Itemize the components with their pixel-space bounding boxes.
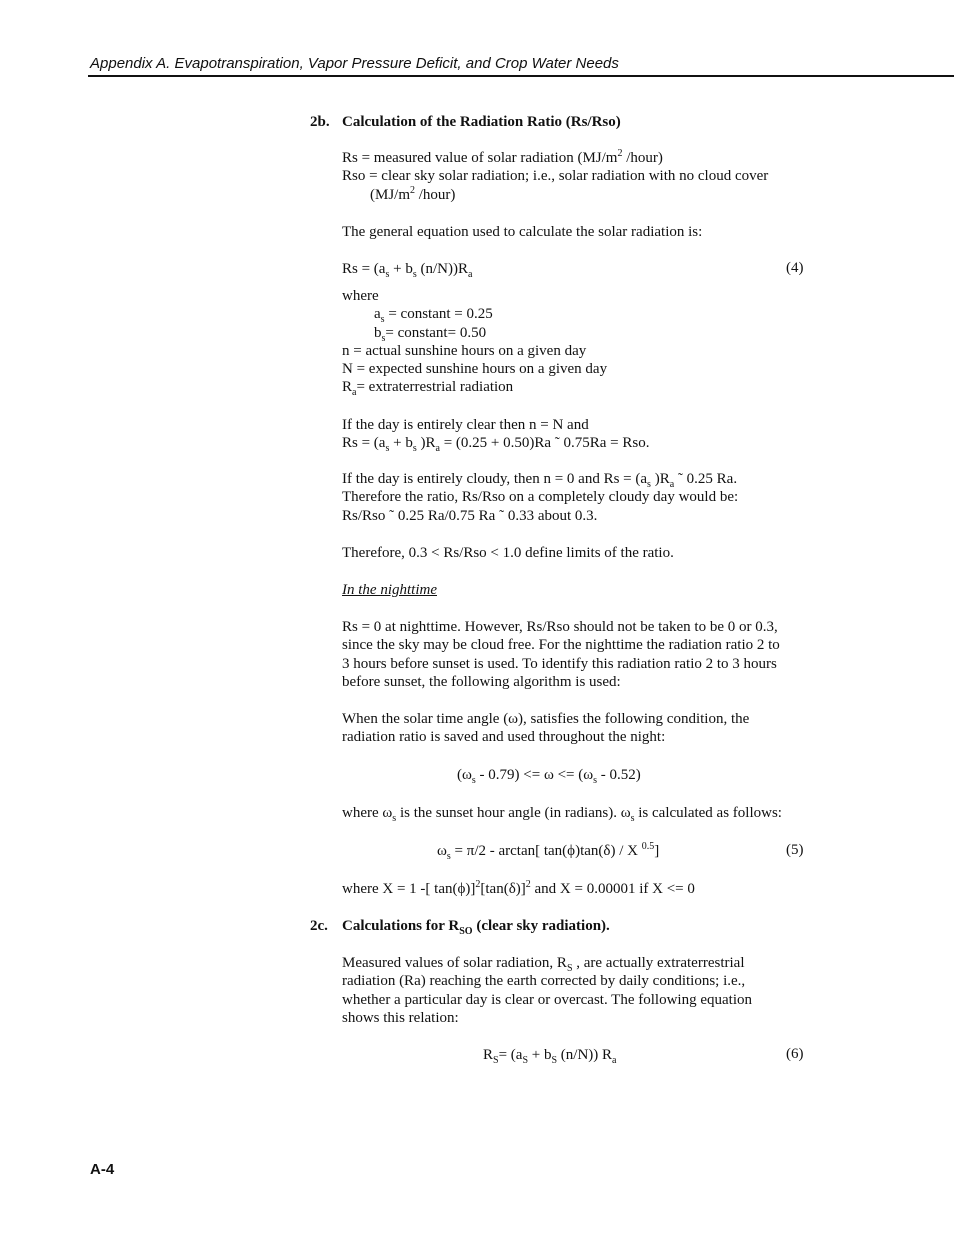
- t: 2: [525, 879, 531, 890]
- t: /hour): [622, 150, 663, 166]
- t: S: [493, 1055, 499, 1066]
- t: s: [647, 479, 651, 490]
- t: s: [385, 269, 390, 280]
- t: [342, 470, 738, 488]
- t: s: [392, 813, 397, 824]
- t: a: [468, 269, 473, 280]
- t: a: [669, 479, 675, 490]
- t: S: [551, 1055, 558, 1066]
- bs-constant: [342, 324, 607, 342]
- t: Rs/Rso ˜ 0.25 Ra/0.75 Ra ˜ 0.33 about 0.3.: [342, 507, 598, 524]
- t: s: [412, 269, 417, 280]
- t: If the day is entirely clear then n = N and: [342, 417, 589, 433]
- t: [342, 954, 752, 972]
- t: is the sunset hour angle (in radians). ω: [396, 805, 631, 821]
- t: + b: [528, 1047, 552, 1063]
- t: is calculated as follows:: [634, 805, 782, 821]
- t: ω: [437, 843, 447, 859]
- t: + b: [389, 261, 413, 277]
- t: whether a particular day is clear or overcast. The following equation: [342, 991, 752, 1008]
- t: 3 hours before sunset is used. To identify this radiation ratio 2 to 3 hours: [342, 655, 777, 672]
- t: 2: [617, 148, 623, 159]
- t: a: [435, 443, 440, 455]
- t: = extraterrestrial radiation: [356, 379, 514, 396]
- t: s: [446, 851, 451, 862]
- t: (n/N))R: [416, 261, 468, 277]
- t: = (0.25 + 0.50)Ra ˜ 0.75Ra = Rso.: [439, 435, 650, 452]
- t: b: [374, 324, 382, 341]
- t: a: [352, 387, 357, 399]
- t: a: [374, 306, 381, 323]
- n-definition: n = actual sunshine hours on a given day: [342, 342, 587, 359]
- t: s: [385, 443, 390, 455]
- t: a: [612, 1055, 617, 1066]
- x-definition: [342, 880, 695, 898]
- clear-day-paragraph: [342, 416, 649, 453]
- section-2b-heading: [310, 114, 621, 131]
- general-equation-intro: The general equation used to calculate the solar radiation is:: [342, 224, 703, 240]
- t: ˜ 0.25 Ra.: [674, 471, 738, 487]
- t: = constant= 0.50: [385, 324, 487, 341]
- section-2c-number: 2c.: [310, 918, 328, 934]
- section-2b-title: Calculation of the Radiation Ratio (Rs/Rso): [342, 114, 621, 130]
- t: R: [342, 379, 353, 396]
- ra-definition: [342, 378, 607, 399]
- t: (clear sky radiation).: [472, 918, 610, 934]
- running-header: Appendix A. Evapotranspiration, Vapor Pressure Deficit, and Crop Water Needs: [90, 55, 619, 72]
- t: Rs = (a: [342, 261, 386, 277]
- t: If the day is entirely cloudy, then n = 0 and Rs = (a: [342, 471, 648, 487]
- section-2b-number: 2b.: [310, 114, 330, 130]
- ratio-limits: Therefore, 0.3 < Rs/Rso < 1.0 define limits of the ratio.: [342, 545, 674, 561]
- rso-definition: Rso = clear sky solar radiation; i.e., solar radiation with no cloud cover: [342, 168, 769, 185]
- t: Rs = 0 at nighttime. However, Rs/Rso should not be taken to be 0 or 0.3,: [342, 619, 778, 635]
- t: When the solar time angle (ω), satisfies the following condition, the: [342, 711, 750, 727]
- definitions: [342, 149, 768, 204]
- equation-6-number: (6): [786, 1046, 804, 1062]
- t: s: [593, 775, 598, 786]
- t: radiation ratio is saved and used throughout the night:: [342, 729, 666, 746]
- t: before sunset, the following algorithm is used:: [342, 673, 621, 690]
- t: s: [381, 332, 386, 344]
- N-definition: N = expected sunshine hours on a given day: [342, 361, 608, 378]
- rs-definition: [342, 149, 768, 167]
- nighttime-heading: In the nighttime: [342, 582, 437, 598]
- t: radiation (Ra) reaching the earth corrected by daily conditions; i.e.,: [342, 973, 746, 990]
- t: = (a: [498, 1047, 523, 1063]
- page-number: A-4: [90, 1161, 115, 1178]
- solar-angle-paragraph: [342, 710, 749, 747]
- t: ]: [654, 843, 660, 859]
- t: 2: [410, 184, 416, 196]
- t: = constant = 0.25: [384, 306, 493, 323]
- where-label: where: [342, 288, 379, 304]
- t: (n/N)) R: [557, 1047, 613, 1063]
- t: , are actually extraterrestrial: [572, 955, 745, 971]
- section-2c-heading: [310, 918, 610, 935]
- where-block: [342, 287, 607, 397]
- t: Rs = measured value of solar radiation (MJ/m: [342, 150, 618, 166]
- t: (MJ/m: [370, 186, 411, 203]
- t: where X = 1 -[ tan(ϕ)]: [342, 881, 476, 897]
- t: R: [483, 1047, 494, 1063]
- t: - 0.52): [597, 767, 641, 783]
- t: = π/2 - arctan[ tan(ϕ)tan(δ) / X: [450, 843, 642, 859]
- rso-definition-units: [342, 186, 768, 204]
- measured-values-paragraph: [342, 954, 752, 1027]
- angle-condition: [457, 766, 641, 784]
- t: s: [471, 775, 476, 786]
- t: s: [380, 314, 385, 326]
- equation-4: [342, 260, 472, 278]
- t: Calculations for R: [342, 918, 460, 934]
- sunset-angle-text: [342, 804, 782, 822]
- t: shows this relation:: [342, 1009, 459, 1026]
- t: )R: [416, 435, 436, 452]
- t: SO: [459, 926, 473, 937]
- as-constant: [342, 305, 607, 326]
- t: Measured values of solar radiation, R: [342, 955, 567, 971]
- t: s: [630, 813, 635, 824]
- t: S: [522, 1055, 529, 1066]
- t: [tan(δ)]: [480, 881, 526, 897]
- t: [342, 434, 650, 455]
- t: 2: [475, 879, 481, 890]
- t: Rs = (a: [342, 435, 386, 452]
- t: where ω: [342, 805, 393, 821]
- t: since the sky may be cloud free. For the nighttime the radiation ratio 2 to: [342, 637, 780, 654]
- t: s: [412, 443, 417, 455]
- t: Therefore the ratio, Rs/Rso on a completely cloudy day would be:: [342, 489, 739, 506]
- t: )R: [650, 471, 670, 487]
- t: and X = 0.00001 if X <= 0: [530, 881, 695, 897]
- nighttime-paragraph: [342, 618, 780, 691]
- t: 0.5: [641, 841, 655, 852]
- equation-4-number: (4): [786, 260, 804, 276]
- equation-5: [437, 842, 659, 860]
- t: (ω: [457, 767, 472, 783]
- t: + b: [389, 435, 413, 452]
- equation-6: [483, 1046, 617, 1064]
- header-rule: [88, 75, 954, 77]
- cloudy-day-paragraph: [342, 470, 738, 525]
- t: /hour): [415, 186, 456, 203]
- equation-5-number: (5): [786, 842, 804, 858]
- t: - 0.79) <= ω <= (ω: [475, 767, 594, 783]
- t: S: [566, 963, 573, 974]
